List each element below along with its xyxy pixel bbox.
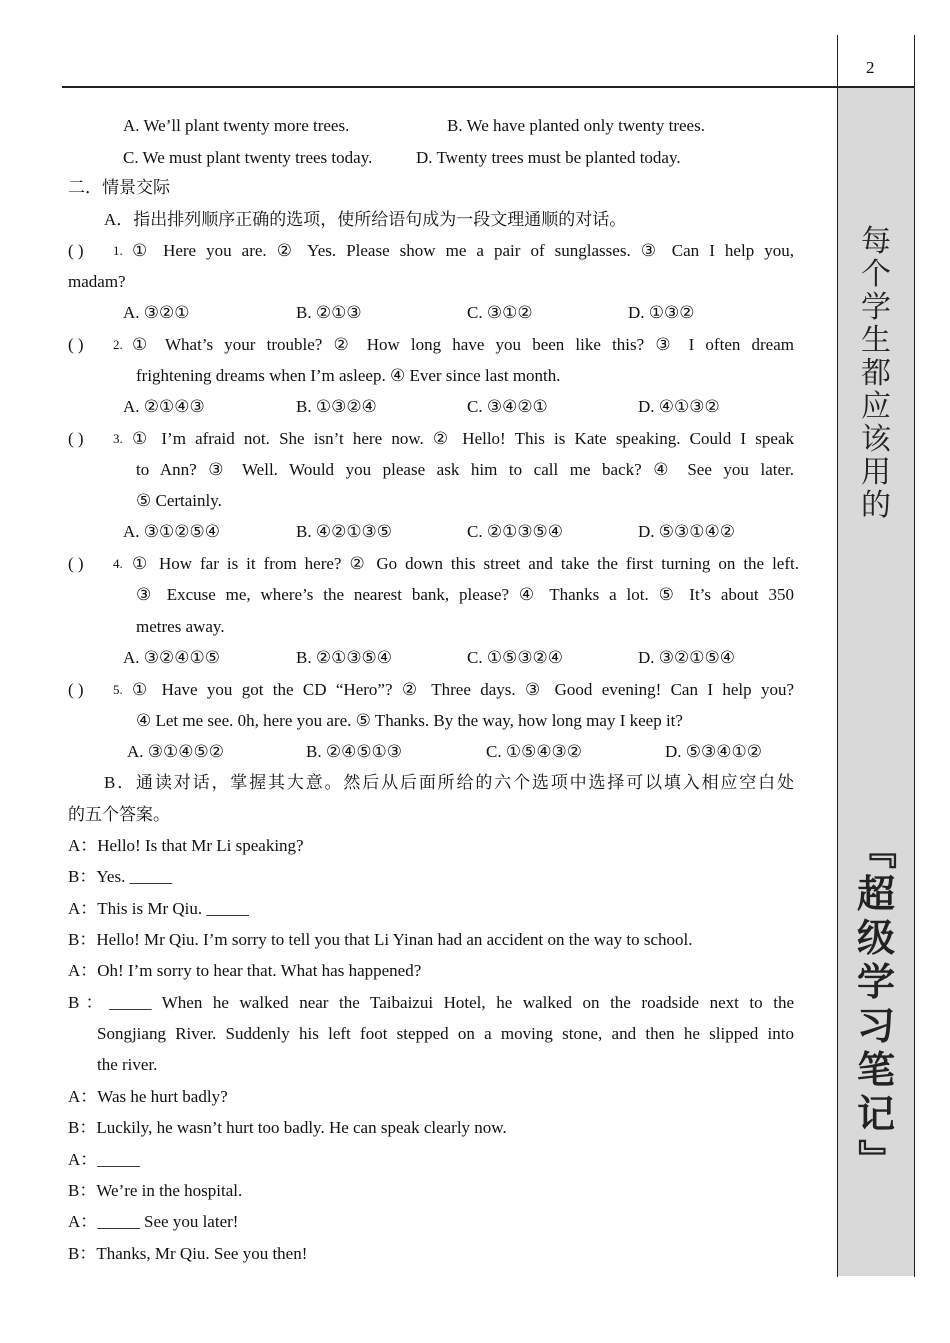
question-line: ① I’m afraid not. She isn’t here now. ② Hello! This is Kate speaking. Could I speak: [132, 429, 794, 448]
dialogue-line: B：Thanks, Mr Qiu. See you then!: [68, 1244, 308, 1263]
section-title: 二．情景交际: [68, 178, 170, 197]
sidebar-glyph: 『: [853, 830, 898, 870]
sidebar-glyph: 用: [861, 455, 891, 490]
option-c: C. ②①③⑤④: [467, 522, 564, 541]
question-line: ⑤ Certainly.: [136, 491, 222, 510]
answer-blank: ( ): [68, 335, 84, 354]
option-d: D. ⑤③①④②: [638, 522, 735, 541]
option-b: B. ②④⑤①③: [306, 742, 403, 761]
question-line: madam?: [68, 272, 126, 291]
dialogue-line: Songjiang River. Suddenly his left foot stepped on a moving stone, and then he slipped into: [97, 1024, 794, 1043]
dialogue-line: A：_____ See you later!: [68, 1212, 239, 1231]
dialogue-line: B：Yes. _____: [68, 867, 173, 886]
question-number: 3.: [113, 431, 123, 446]
option-c: C. ③④②①: [467, 397, 548, 416]
sidebar-glyph: 级: [856, 916, 895, 960]
part-b-instruction: 的五个答案。: [68, 805, 170, 824]
option-a: A. ③②①: [123, 303, 190, 322]
top-option-b: B. We have planted only twenty trees.: [447, 116, 705, 135]
sidebar-glyph: 都: [861, 356, 891, 391]
answer-blank: ( ): [68, 554, 84, 573]
option-b: B. ④②①③⑤: [296, 522, 393, 541]
dialogue-line: A：Hello! Is that Mr Li speaking?: [68, 836, 304, 855]
sidebar-glyph: 习: [856, 1004, 895, 1048]
option-a: A. ③①②⑤④: [123, 522, 220, 541]
question-number: 2.: [113, 337, 123, 352]
sidebar-glyph: 的: [861, 488, 891, 523]
sidebar-glyph: 超: [856, 872, 895, 916]
top-option-c: C. We must plant twenty trees today.: [123, 148, 373, 167]
sidebar-glyph: 应: [861, 389, 891, 424]
question-line: to Ann? ③ Well. Would you please ask him to call me back? ④ See you later.: [136, 460, 794, 479]
question-line: ① Here you are. ② Yes. Please show me a pair of sunglasses. ③ Can I help you,: [132, 241, 794, 260]
sidebar-glyph: 该: [861, 422, 891, 457]
question-line: ④ Let me see. 0h, here you are. ⑤ Thanks. By the way, how long may I keep it?: [136, 711, 683, 730]
option-b: B. ②①③: [296, 303, 362, 322]
question-line: ③ Excuse me, where’s the nearest bank, please? ④ Thanks a lot. ⑤ It’s about 350: [136, 585, 794, 604]
question-number: 1.: [113, 243, 123, 258]
answer-blank: ( ): [68, 241, 84, 260]
top-option-d: D. Twenty trees must be planted today.: [416, 148, 681, 167]
answer-blank: ( ): [68, 680, 84, 699]
dialogue-line: A：Oh! I’m sorry to hear that. What has happened?: [68, 961, 422, 980]
question-line: ① What’s your trouble? ② How long have you been like this? ③ I often dream: [132, 335, 794, 354]
option-a: A. ③①④⑤②: [127, 742, 224, 761]
question-line: ① How far is it from here? ② Go down this street and take the first turning on the left.: [132, 554, 799, 573]
dialogue-line: B：We’re in the hospital.: [68, 1181, 243, 1200]
question-line: metres away.: [136, 617, 225, 636]
option-a: A. ②①④③: [123, 397, 205, 416]
dialogue-line: A：This is Mr Qiu. _____: [68, 899, 249, 918]
sidebar-glyph: 』: [853, 1138, 898, 1178]
sidebar-top-text: [856, 225, 896, 522]
part-b-instruction: B．通读对话，掌握其大意。然后从后面所给的六个选项中选择可以填入相应空白处: [104, 773, 794, 792]
dialogue-line: B：Luckily, he wasn’t hurt too badly. He can speak clearly now.: [68, 1118, 507, 1137]
part-a-instruction: A．指出排列顺序正确的选项，使所给语句成为一段文理通顺的对话。: [104, 210, 627, 229]
sidebar-glyph: 记: [856, 1092, 895, 1136]
option-d: D. ⑤③④①②: [665, 742, 762, 761]
question-number: 4.: [113, 556, 123, 571]
sidebar-glyph: 笔: [856, 1048, 895, 1092]
option-a: A. ③②④①⑤: [123, 648, 220, 667]
dialogue-line: B：Hello! Mr Qiu. I’m sorry to tell you that Li Yinan had an accident on the way to school.: [68, 930, 693, 949]
sidebar-glyph: 每: [861, 224, 891, 259]
dialogue-line: A：_____: [68, 1150, 140, 1169]
dialogue-line: the river.: [97, 1055, 158, 1074]
question-number: 5.: [113, 682, 123, 697]
sidebar-left-rule: [837, 35, 838, 1277]
question-line: frightening dreams when I’m asleep. ④ Ever since last month.: [136, 366, 561, 385]
sidebar-bottom-text: [850, 828, 902, 1180]
option-c: C. ①⑤④③②: [486, 742, 583, 761]
option-c: C. ③①②: [467, 303, 533, 322]
top-option-a: A. We’ll plant twenty more trees.: [123, 116, 350, 135]
sidebar-right-rule: [914, 35, 915, 1277]
sidebar-glyph: 学: [856, 960, 895, 1004]
header-rule: [62, 86, 915, 88]
sidebar-glyph: 个: [861, 257, 891, 292]
option-b: B. ②①③⑤④: [296, 648, 393, 667]
option-d: D. ④①③②: [638, 397, 720, 416]
question-line: ① Have you got the CD “Hero”? ② Three days. ③ Good evening! Can I help you?: [132, 680, 794, 699]
dialogue-line: A：Was he hurt badly?: [68, 1087, 228, 1106]
option-d: D. ③②①⑤④: [638, 648, 735, 667]
answer-blank: ( ): [68, 429, 84, 448]
page-number: 2: [866, 58, 875, 77]
dialogue-line: B：_____ When he walked near the Taibaizui Hotel, he walked on the roadside next to the: [68, 993, 794, 1012]
option-c: C. ①⑤③②④: [467, 648, 564, 667]
sidebar-glyph: 学: [861, 290, 891, 325]
option-b: B. ①③②④: [296, 397, 377, 416]
option-d: D. ①③②: [628, 303, 695, 322]
sidebar-glyph: 生: [861, 323, 891, 358]
